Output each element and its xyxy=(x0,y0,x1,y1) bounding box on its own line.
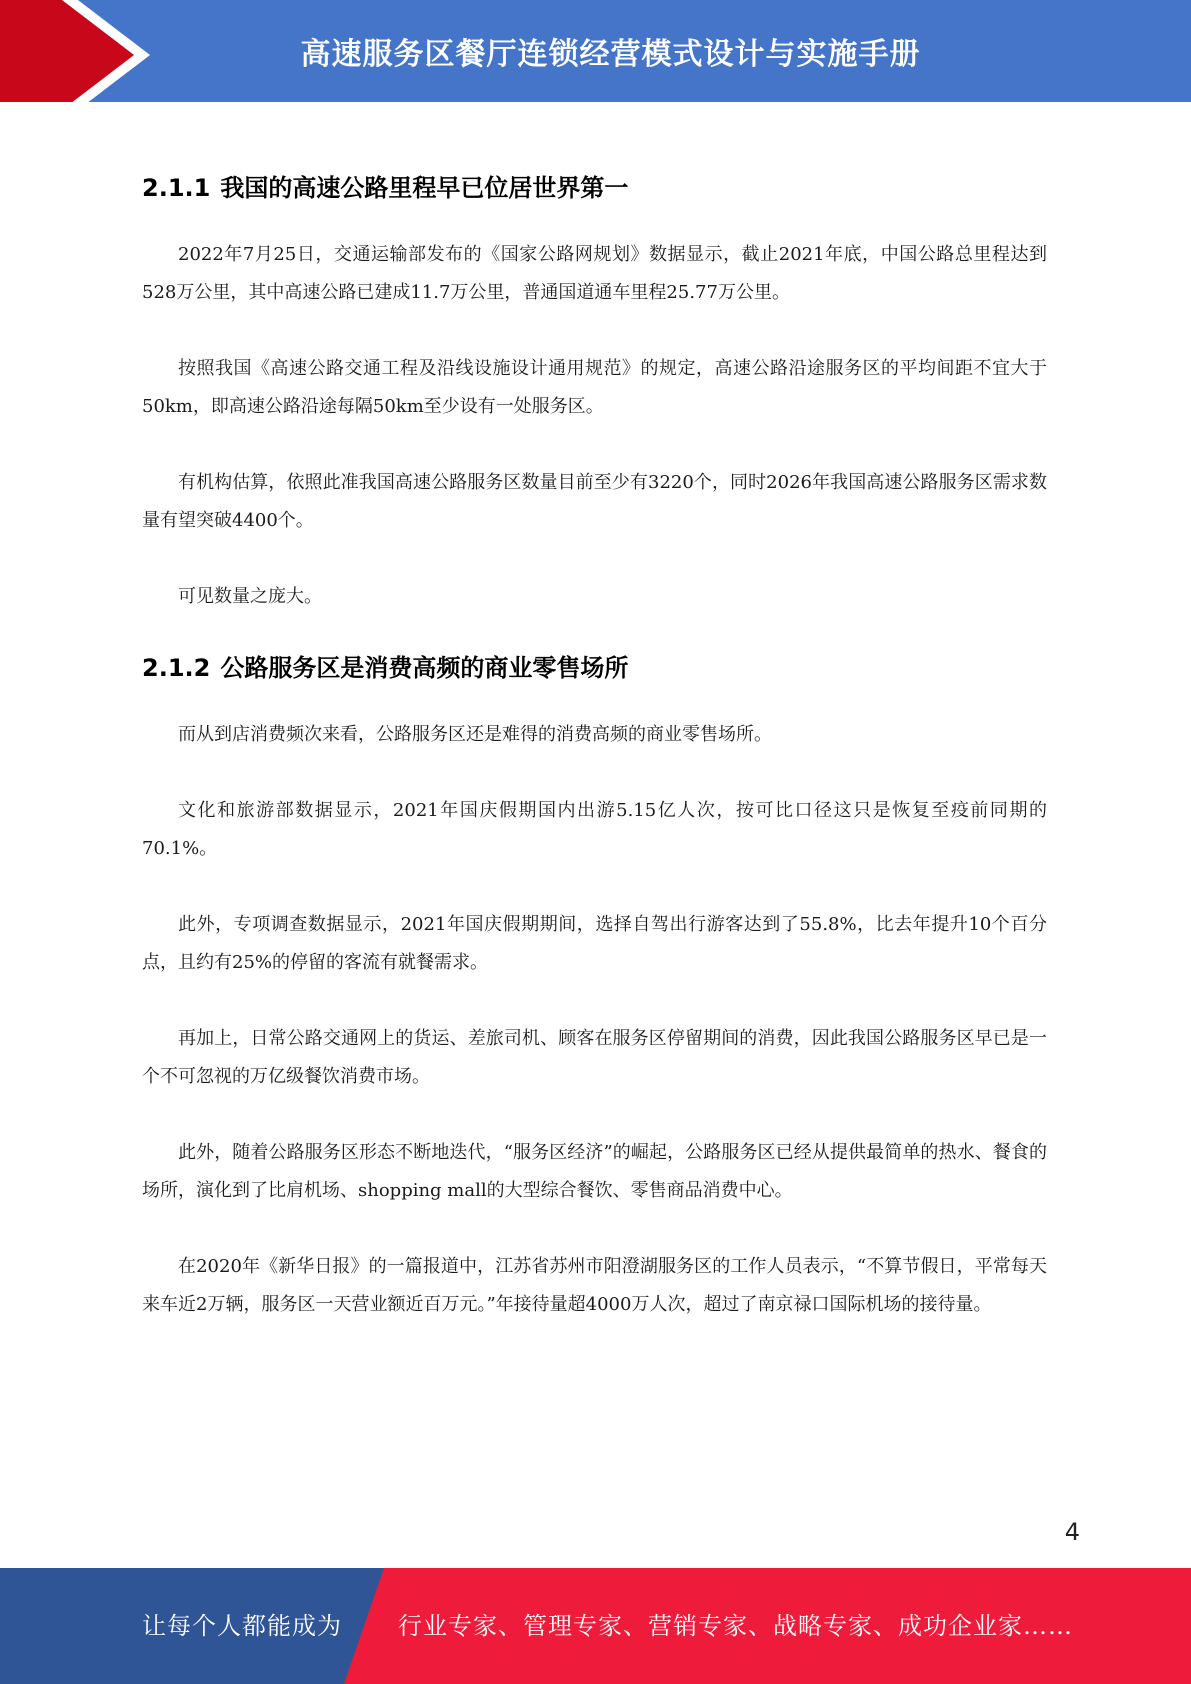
page-header xyxy=(0,0,1191,110)
document-title: 高速服务区餐厅连锁经营模式设计与实施手册 xyxy=(300,37,921,72)
section-title: 我国的高速公路里程早已位居世界第一 xyxy=(220,174,629,202)
paragraph: 可见数量之庞大。 xyxy=(178,586,322,607)
section-number: 2.1.2 xyxy=(142,654,211,682)
paragraph: 此外，专项调查数据显示，2021年国庆假期期间，选择自驾出行游客达到了55.8%，比去年提升10个百分点，且约有25%的停留的客流有就餐需求。 xyxy=(142,914,1047,973)
paragraph: 有机构估算，依照此准我国高速公路服务区数量目前至少有3220个，同时2026年我国高速公路服务区需求数量有望突破4400个。 xyxy=(142,472,1047,531)
paragraph: 2022年7月25日，交通运输部发布的《国家公路网规划》数据显示，截止2021年底，中国公路总里程达到528万公里，其中高速公路已建成11.7万公里，普通国道通车里程25.77万公里。 xyxy=(142,244,1047,303)
header-bottom-gap xyxy=(0,102,1191,110)
paragraph: 在2020年《新华日报》的一篇报道中，江苏省苏州市阳澄湖服务区的工作人员表示，“不算节假日，平常每天来车近2万辆，服务区一天营业额近百万元。”年接待量超4000万人次，超过了南京禄口国际机场的接待量。 xyxy=(142,1256,1047,1315)
paragraph: 文化和旅游部数据显示，2021年国庆假期国内出游5.15亿人次，按可比口径这只是恢复至疫前同期的70.1%。 xyxy=(142,800,1047,859)
main-content xyxy=(142,160,1047,1324)
section-number: 2.1.1 xyxy=(142,174,211,202)
section-title: 公路服务区是消费高频的商业零售场所 xyxy=(220,654,629,682)
page-footer xyxy=(0,1568,1191,1684)
paragraph: 再加上，日常公路交通网上的货运、差旅司机、顾客在服务区停留期间的消费，因此我国公路服务区早已是一个不可忽视的万亿级餐饮消费市场。 xyxy=(142,1028,1047,1087)
page-number: 4 xyxy=(1064,1518,1080,1546)
paragraph: 而从到店消费频次来看，公路服务区还是难得的消费高频的商业零售场所。 xyxy=(178,724,772,745)
section-heading-2-1-1 xyxy=(142,160,1047,216)
footer-slogan-right: 行业专家、管理专家、营销专家、战略专家、成功企业家…… xyxy=(398,1612,1073,1640)
footer-slogan-left: 让每个人都能成为 xyxy=(142,1612,342,1640)
section-heading-2-1-2 xyxy=(142,640,1047,696)
paragraph: 按照我国《高速公路交通工程及沿线设施设计通用规范》的规定，高速公路沿途服务区的平均间距不宜大于50km，即高速公路沿途每隔50km至少设有一处服务区。 xyxy=(142,358,1047,417)
paragraph: 此外，随着公路服务区形态不断地迭代，“服务区经济”的崛起，公路服务区已经从提供最简单的热水、餐食的场所，演化到了比肩机场、shopping mall的大型综合餐饮、零售商品消费中心。 xyxy=(142,1142,1047,1201)
